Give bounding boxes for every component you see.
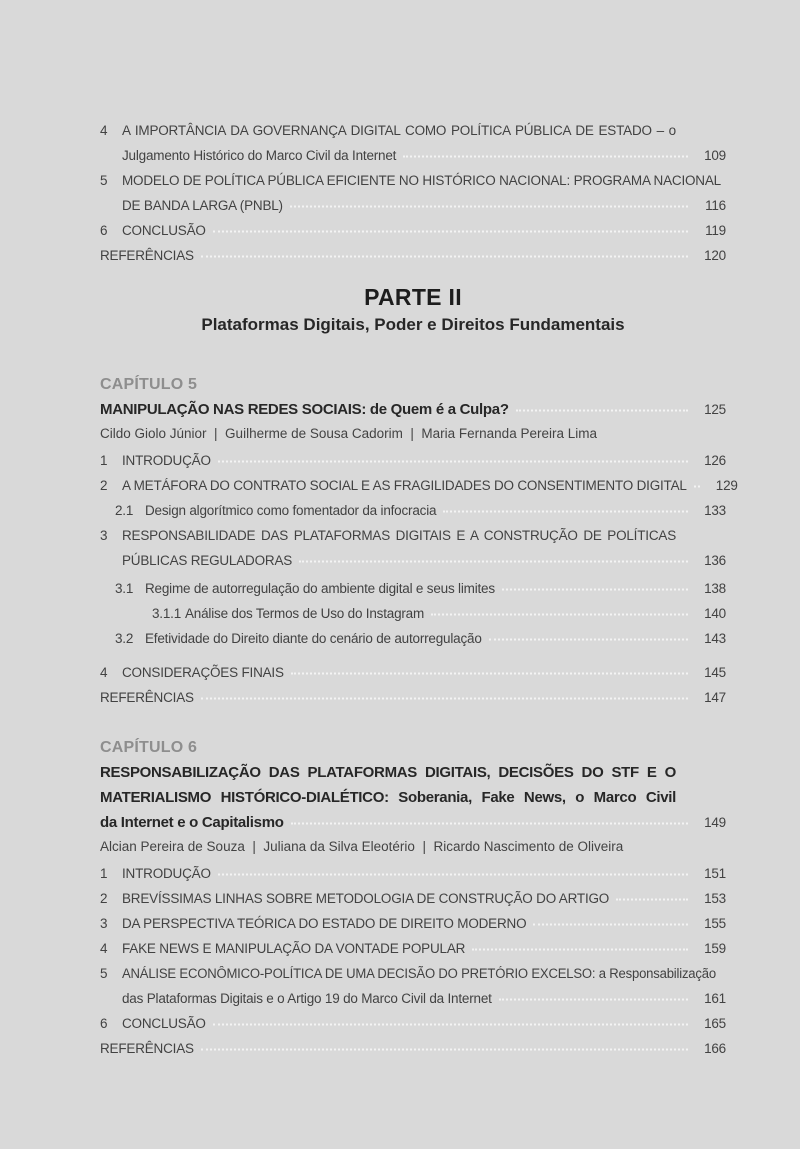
dot-leader — [201, 1049, 688, 1051]
toc-entry — [100, 243, 726, 268]
toc-entry-text: INTRODUÇÃO — [122, 866, 211, 881]
toc-entry-text: DA PERSPECTIVA TEÓRICA DO ESTADO DE DIREITO MODERNO — [122, 916, 527, 931]
part-title: PARTE II — [364, 284, 462, 310]
toc-entry-text: INTRODUÇÃO — [122, 453, 211, 468]
toc-entry — [100, 861, 726, 886]
page-number: 120 — [704, 248, 726, 263]
dot-leader — [291, 823, 688, 825]
dot-leader — [533, 924, 688, 926]
toc-entry-text: CONCLUSÃO — [122, 1016, 206, 1031]
chapter-title — [100, 760, 726, 835]
page-number: 155 — [704, 916, 726, 931]
toc-entry — [100, 685, 726, 710]
toc-entry-text: A METÁFORA DO CONTRATO SOCIAL E AS FRAGILIDADES DO CONSENTIMENTO DIGITAL — [122, 478, 687, 493]
toc-entry-text: BREVÍSSIMAS LINHAS SOBRE METODOLOGIA DE CONSTRUÇÃO DO ARTIGO — [122, 891, 610, 906]
toc-entry-text: Análise dos Termos de Uso do Instagram — [185, 606, 425, 621]
page-number: 151 — [704, 866, 726, 881]
toc-entry-number: 6 — [100, 1016, 108, 1031]
page-number: 138 — [704, 581, 726, 596]
toc-entry — [100, 936, 726, 961]
dot-leader — [290, 206, 688, 208]
toc-entry-text: FAKE NEWS E MANIPULAÇÃO DA VONTADE POPULAR — [122, 941, 466, 956]
chapter-5-entries — [100, 448, 738, 710]
page-number: 165 — [704, 1016, 726, 1031]
toc-entry — [115, 626, 726, 651]
toc-entry-text: CONCLUSÃO — [122, 223, 206, 238]
toc-entry — [100, 218, 726, 243]
toc-entry — [100, 118, 726, 168]
page-number: 133 — [704, 503, 726, 518]
page-number: 159 — [704, 941, 726, 956]
toc-entry-text: DE BANDA LARGA (PNBL) — [122, 198, 283, 213]
toc-entry — [100, 961, 726, 1011]
dot-leader — [516, 410, 688, 412]
page-number: 125 — [704, 402, 726, 417]
dot-leader — [489, 639, 688, 641]
dot-leader — [299, 561, 688, 563]
page-number: 116 — [705, 198, 726, 213]
toc-entry-number: 3.1 — [115, 581, 134, 596]
chapter-label: CAPÍTULO 5 — [100, 376, 198, 393]
dot-leader — [431, 614, 688, 616]
toc-entry-text: REFERÊNCIAS — [100, 1041, 194, 1056]
page-number: 126 — [704, 453, 726, 468]
toc-entry-text: das Plataformas Digitais e o Artigo 19 do Marco Civil da Internet — [122, 991, 492, 1006]
chapter-5-section — [100, 372, 738, 710]
chapter-6-section — [100, 735, 726, 1061]
chapter-6-entries — [100, 861, 726, 1061]
page-number: 109 — [704, 148, 726, 163]
page-number: 147 — [704, 690, 726, 705]
dot-leader — [502, 589, 688, 591]
chapter-title-text: MANIPULAÇÃO NAS REDES SOCIAIS: de Quem é a Culpa? — [100, 401, 509, 418]
toc-entry-text: ANÁLISE ECONÔMICO-POLÍTICA DE UMA DECISÃO DO PRETÓRIO EXCELSO: a Responsabilização — [122, 966, 716, 981]
chapter-label: CAPÍTULO 6 — [100, 739, 198, 756]
dot-leader — [472, 949, 688, 951]
dot-leader — [201, 698, 688, 700]
toc-entry — [100, 448, 726, 473]
page-number: 149 — [704, 815, 726, 830]
toc-entry-number: 5 — [100, 966, 108, 981]
chapter-title-text: RESPONSABILIZAÇÃO DAS PLATAFORMAS DIGITAIS, DECISÕES DO STF E O — [100, 764, 676, 781]
dot-leader — [213, 1024, 688, 1026]
toc-entry-number: 3 — [100, 528, 108, 543]
toc-entry-number: 5 — [100, 173, 108, 188]
toc-entry-number: 4 — [100, 123, 108, 138]
toc-entry — [152, 601, 726, 626]
dot-leader — [218, 874, 688, 876]
toc-entry — [115, 498, 726, 523]
toc-entry-number: 1 — [100, 453, 108, 468]
page-number: 136 — [704, 553, 726, 568]
toc-entry-text: Regime de autorregulação do ambiente digital e seus limites — [145, 581, 495, 596]
chapter-title — [100, 397, 726, 422]
toc-entry-text: Julgamento Histórico do Marco Civil da Internet — [122, 148, 397, 163]
toc-entry-text: MODELO DE POLÍTICA PÚBLICA EFICIENTE NO HISTÓRICO NACIONAL: PROGRAMA NACIONAL — [122, 173, 721, 188]
toc-entry — [100, 660, 726, 685]
chapter-authors: Cildo Giolo Júnior | Guilherme de Sousa Cadorim | Maria Fernanda Pereira Lima — [100, 426, 597, 441]
toc-entry-text: CONSIDERAÇÕES FINAIS — [122, 665, 284, 680]
chapter-title-text: MATERIALISMO HISTÓRICO-DIALÉTICO: Soberania, Fake News, o Marco Civil — [100, 789, 676, 806]
toc-entry — [100, 473, 738, 498]
page-number: 119 — [705, 223, 726, 238]
toc-entry — [100, 168, 726, 218]
dot-leader — [443, 511, 688, 513]
dot-leader — [694, 486, 700, 488]
dot-leader — [499, 999, 688, 1001]
page-number: 140 — [704, 606, 726, 621]
toc-entry — [100, 911, 726, 936]
toc-entry — [100, 1036, 726, 1061]
page-number: 153 — [704, 891, 726, 906]
toc-entry-text: REFERÊNCIAS — [100, 690, 194, 705]
dot-leader — [291, 673, 688, 675]
page-number: 145 — [704, 665, 726, 680]
dot-leader — [201, 256, 688, 258]
toc-entry-number: 3 — [100, 916, 108, 931]
toc-entry-number: 6 — [100, 223, 108, 238]
part-subtitle: Plataformas Digitais, Poder e Direitos Fundamentais — [201, 315, 625, 334]
toc-entry-number: 1 — [100, 866, 108, 881]
toc-entry-text: A IMPORTÂNCIA DA GOVERNANÇA DIGITAL COMO POLÍTICA PÚBLICA DE ESTADO – o — [122, 123, 676, 138]
page-number: 166 — [704, 1041, 726, 1056]
toc-entry-number: 2 — [100, 891, 108, 906]
toc-entry-number: 4 — [100, 665, 108, 680]
dot-leader — [218, 461, 688, 463]
toc-entry — [100, 1011, 726, 1036]
toc-entry-number: 4 — [100, 941, 108, 956]
page-number: 161 — [704, 991, 726, 1006]
toc-entry-text: RESPONSABILIDADE DAS PLATAFORMAS DIGITAIS E A CONSTRUÇÃO DE POLÍTICAS — [122, 528, 676, 543]
toc-entry-text: PÚBLICAS REGULADORAS — [122, 553, 293, 568]
chapter-title-text: da Internet e o Capitalismo — [100, 814, 284, 831]
toc-entry — [100, 886, 726, 911]
toc-entry-number: 3.1.1 — [152, 606, 182, 621]
page-number: 143 — [704, 631, 726, 646]
toc-section-top — [100, 118, 726, 268]
toc-entry-text: Efetividade do Direito diante do cenário de autorregulação — [145, 631, 482, 646]
toc-entry-number: 2.1 — [115, 503, 134, 518]
toc-entry-text: REFERÊNCIAS — [100, 248, 194, 263]
page-number: 129 — [715, 478, 738, 493]
dot-leader — [616, 899, 688, 901]
toc-entry — [115, 576, 726, 601]
chapter-authors: Alcian Pereira de Souza | Juliana da Silva Eleotério | Ricardo Nascimento de Oliveira — [100, 839, 624, 854]
toc-entry — [100, 523, 726, 573]
toc-entry-number: 3.2 — [115, 631, 134, 646]
toc-entry-text: Design algorítmico como fomentador da infocracia — [145, 503, 437, 518]
dot-leader — [213, 231, 688, 233]
toc-entry-number: 2 — [100, 478, 108, 493]
dot-leader — [403, 156, 688, 158]
